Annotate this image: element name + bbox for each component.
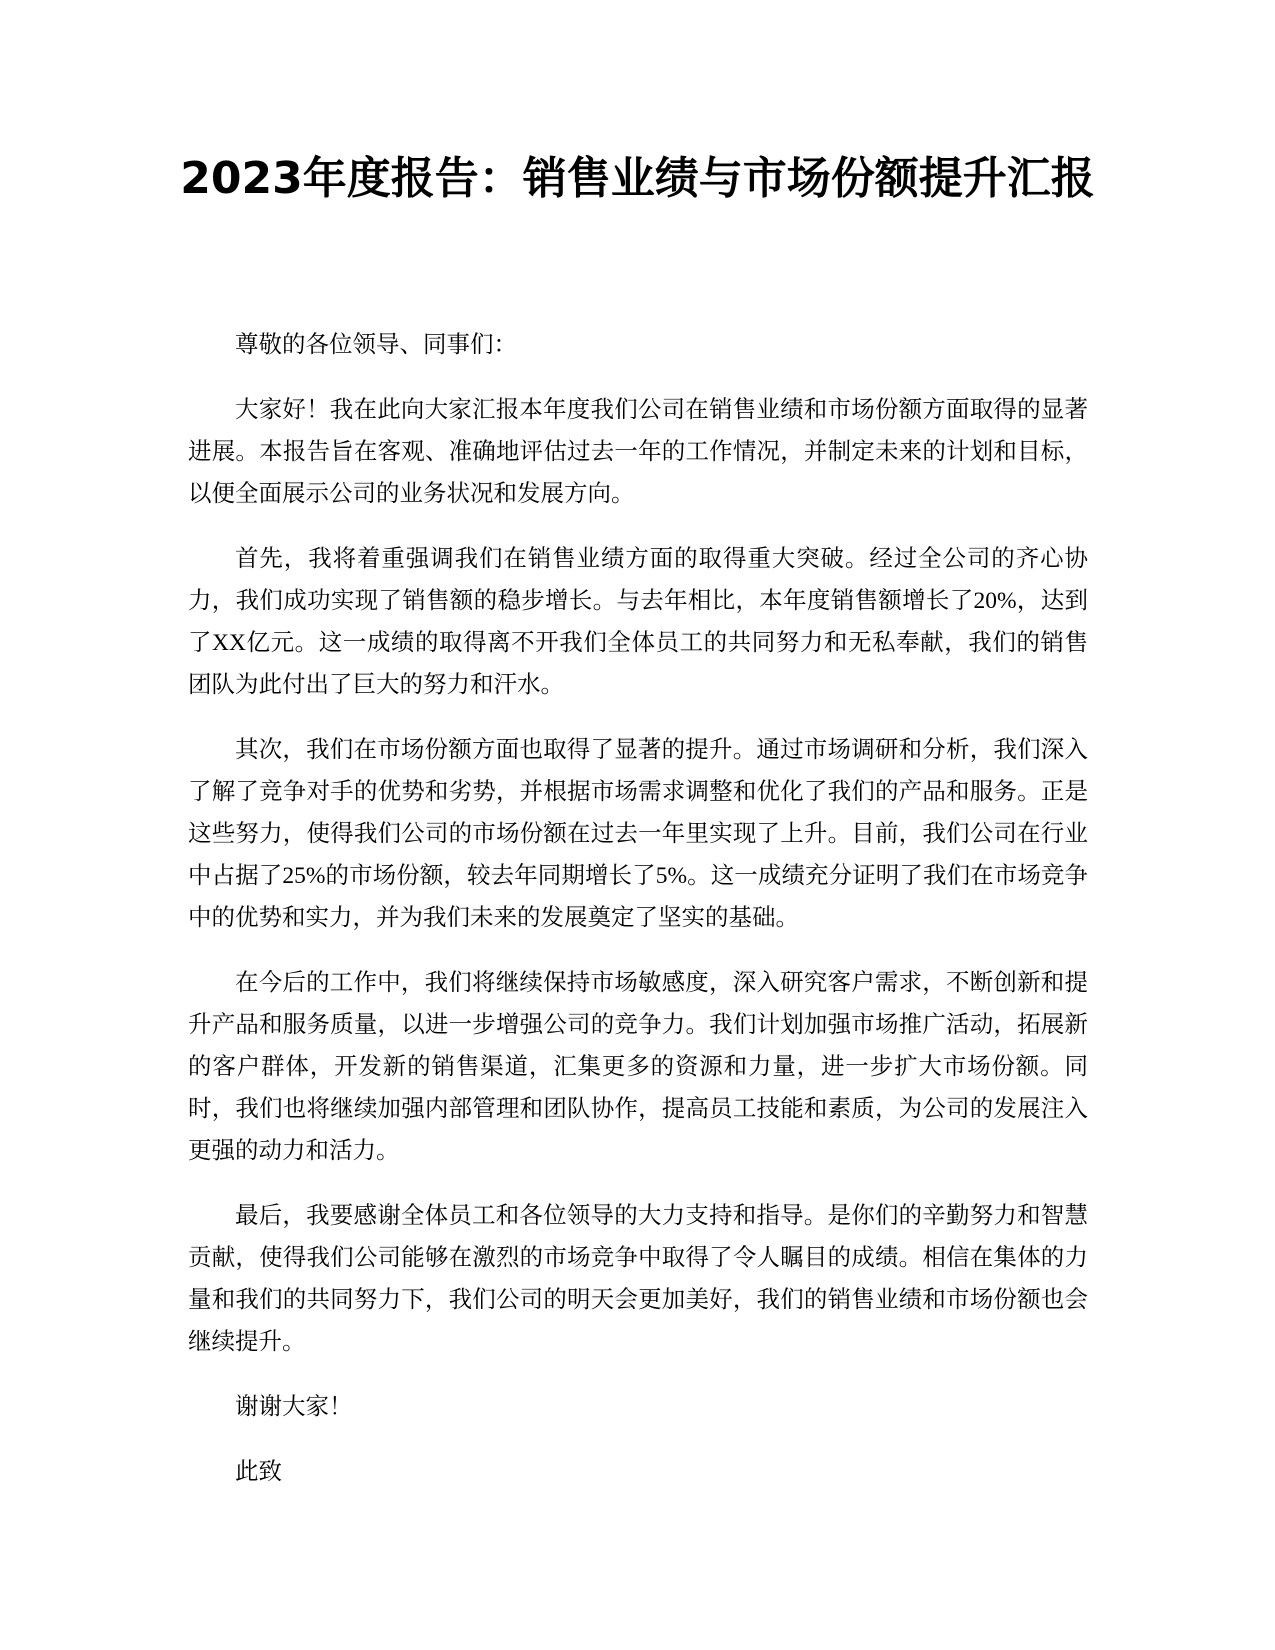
paragraph-market-share: 其次，我们在市场份额方面也取得了显著的提升。通过市场调研和分析，我们深入了解了竞争对手的优势和劣势，并根据市场需求调整和优化了我们的产品和服务。正是这些努力，使得我们公司的市场份额在过去一年里实现了上升。目前，我们公司在行业中占据了25%的市场份额，较去年同期增长了5%。这一成绩充分证明了我们在市场竞争中的优势和实力，并为我们未来的发展奠定了坚实的基础。 [188, 737, 1088, 931]
paragraph-future-plans: 在今后的工作中，我们将继续保持市场敏感度，深入研究客户需求，不断创新和提升产品和服务质量，以进一步增强公司的竞争力。我们计划加强市场推广活动，拓展新的客户群体，开发新的销售渠道，汇集更多的资源和力量，进一步扩大市场份额。同时，我们也将继续加强内部管理和团队协作，提高员工技能和素质，为公司的发展注入更强的动力和活力。 [188, 970, 1088, 1164]
closing-thanks: 谢谢大家！ [235, 1394, 353, 1420]
paragraph-sales: 首先，我将着重强调我们在销售业绩方面的取得重大突破。经过全公司的齐心协力，我们成功实现了销售额的稳步增长。与去年相比，本年度销售额增长了20%，达到了XX亿元。这一成绩的取得离不开我们全体员工的共同努力和无私奉献，我们的销售团队为此付出了巨大的努力和汗水。 [188, 546, 1088, 698]
closing-regards: 此致 [235, 1459, 282, 1485]
document-body [188, 324, 1088, 1516]
paragraph-intro: 大家好！我在此向大家汇报本年度我们公司在销售业绩和市场份额方面取得的显著进展。本报告旨在客观、准确地评估过去一年的工作情况，并制定未来的计划和目标，以便全面展示公司的业务状况和发展方向。 [188, 397, 1088, 507]
paragraph-thanks: 最后，我要感谢全体员工和各位领导的大力支持和指导。是你们的辛勤努力和智慧贡献，使得我们公司能够在激烈的市场竞争中取得了令人瞩目的成绩。相信在集体的力量和我们的共同努力下，我们公司的明天会更加美好，我们的销售业绩和市场份额也会继续提升。 [188, 1203, 1088, 1355]
document-title: 2023年度报告：销售业绩与市场份额提升汇报 [180, 153, 1095, 204]
salutation: 尊敬的各位领导、同事们： [235, 332, 517, 358]
